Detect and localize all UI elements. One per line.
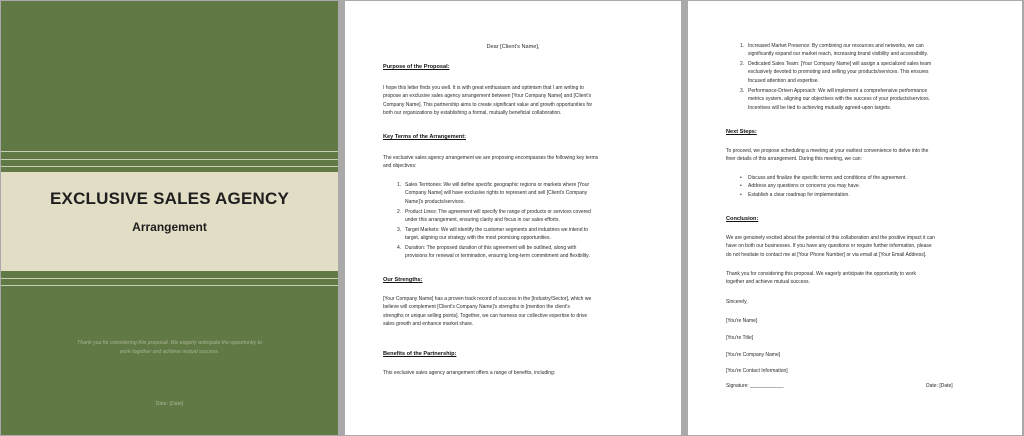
cover-title: EXCLUSIVE SALES AGENCY xyxy=(50,189,289,208)
text-line: I hope this letter finds you well. It is with great enthusiasm and optimism that I am writing to xyxy=(383,85,584,91)
item-number: 2. xyxy=(740,61,745,67)
benefits-intro: This exclusive sales agency arrangement offers a range of benefits, including: xyxy=(383,370,556,376)
item-number: 1. xyxy=(397,182,402,188)
heading-strengths: Our Strengths: xyxy=(383,277,423,283)
text-line: and objectives: xyxy=(383,163,417,170)
text-line: exclusively devoted to promoting and selling your products/services. This ensures xyxy=(748,69,929,76)
text-line: Increased Market Presence: By combining our resources and networks, we can xyxy=(748,43,924,49)
cover-page xyxy=(1,1,338,435)
text-line: We are genuinely excited about the potential of this collaboration and the positive impact it can xyxy=(726,235,935,241)
heading-benefits: Benefits of the Partnership: xyxy=(383,351,457,357)
terms-item xyxy=(397,208,591,225)
strengths-paragraph xyxy=(383,295,591,329)
signer-company: [You're Company Name] xyxy=(726,352,781,358)
letter-page-2 xyxy=(688,1,1022,435)
thanks-paragraph xyxy=(726,270,916,287)
text-line: Name]'s products/services. xyxy=(405,198,465,205)
text-line: believe will complement [Client's Company Name]'s strengths in [mention the client's xyxy=(383,304,570,311)
item-number: 4. xyxy=(397,245,402,251)
text-line: provisions for renewal or termination, ensuring long-term commitment and flexibility. xyxy=(405,253,590,260)
cover-date: Date: [Date] xyxy=(155,401,184,407)
signature-line: Signature: ____________ xyxy=(726,383,784,389)
text-line: strengths or unique selling points]. Together, we can harness our collective expertise to drive xyxy=(383,312,588,319)
divider xyxy=(1,285,338,286)
next-steps-intro xyxy=(726,147,928,164)
benefit-item xyxy=(740,87,931,112)
signature-date: Date: [Date] xyxy=(926,383,953,389)
list-item-text: Establish a clear roadmap for implementation. xyxy=(748,191,850,198)
terms-item xyxy=(397,181,590,206)
text-line: Company Name] will have exclusive rights to represent and sell [Client's Company xyxy=(405,190,588,197)
next-steps-list xyxy=(740,174,907,199)
text-line: Company Name]. This partnership aims to create significant value and growth opportunities for xyxy=(383,101,593,108)
benefit-item xyxy=(740,60,932,85)
cover-thanks-line: work together and achieve mutual success. xyxy=(119,349,220,355)
item-number: 1. xyxy=(740,43,745,49)
cover-thanks xyxy=(41,339,298,357)
text-line: Duration: The proposed duration of this agreement will be outlined, along with xyxy=(405,245,577,251)
text-line: target, aligning our strategy with the most promising opportunities. xyxy=(405,235,551,242)
signer-contact: [You're Contact Information] xyxy=(726,368,788,374)
bullet-icon: • xyxy=(740,183,742,190)
text-line: have on both our businesses. If you have any questions or require further information, please xyxy=(726,243,932,250)
bullet-icon: • xyxy=(740,191,742,198)
text-line: under this arrangement, ensuring clarity and focus in our sales efforts. xyxy=(405,217,560,224)
list-item xyxy=(740,191,907,199)
text-line: sales growth and enhance market share. xyxy=(383,321,474,328)
item-number: 3. xyxy=(397,227,402,233)
heading-next-steps: Next Steps: xyxy=(726,129,757,135)
text-line: propose an exclusive sales agency arrangement between [Your Company Name] and [Client's xyxy=(383,93,592,100)
signer-title: [You're Title] xyxy=(726,335,754,341)
greeting: Dear [Client's Name], xyxy=(486,44,540,50)
divider xyxy=(1,278,338,279)
text-line: Incentives will be tied to achieving mutually agreed-upon targets. xyxy=(748,104,892,111)
text-line: Target Markets: We will identify the customer segments and industries we intend to xyxy=(405,227,589,233)
terms-item xyxy=(397,226,589,243)
list-item-text: Discuss and finalize the specific terms and conditions of the agreement. xyxy=(748,175,907,181)
text-line: Performance-Driven Approach: We will implement a comprehensive performance xyxy=(748,88,928,94)
text-line: together and achieve mutual success. xyxy=(726,279,810,286)
list-item xyxy=(740,174,907,182)
text-line: The exclusive sales agency arrangement we are proposing encompasses the following key terms xyxy=(383,155,599,161)
text-line: [Your Company Name] has a proven track record of success in the [Industry/Sector], which we xyxy=(383,296,592,302)
divider xyxy=(1,159,338,160)
text-line: To proceed, we propose scheduling a meeting at your earliest convenience to delve into the xyxy=(726,148,929,154)
text-line: do not hesitate to contact me at [Your Phone Number] or via email at [Your Email Address]. xyxy=(726,251,927,258)
text-line: focused attention and expertise. xyxy=(748,77,819,84)
text-line: Sales Territories: We will define specific geographic regions or markets where [Your xyxy=(405,182,590,188)
text-line: both our organizations by establishing a formal, mutually beneficial collaboration. xyxy=(383,110,562,117)
text-line: metrics system, aligning our objectives with the success of your products/services. xyxy=(748,96,931,103)
heading-key-terms: Key Terms of the Arrangement: xyxy=(383,134,466,140)
signer-name: [You're Name] xyxy=(726,318,758,324)
item-number: 2. xyxy=(397,209,402,215)
letter-page-1 xyxy=(345,1,681,435)
text-line: significantly expand our market reach, increasing brand visibility and accessibility. xyxy=(748,51,928,58)
text-line: Product Lines: The agreement will specify the range of products or services covered xyxy=(405,209,591,215)
text-line: Dedicated Sales Team: [Your Company Name] will assign a specialized sales team xyxy=(748,61,932,67)
sincerely: Sincerely, xyxy=(726,299,748,305)
list-item xyxy=(740,182,907,190)
cover-thanks-line: Thank you for considering this proposal. We eagerly anticipate the opportunity to xyxy=(77,340,262,346)
divider xyxy=(1,151,338,152)
terms-item xyxy=(397,244,590,261)
conclusion-paragraph xyxy=(726,234,935,259)
list-item-text: Address any questions or concerns you may have. xyxy=(748,183,861,190)
bullet-icon: • xyxy=(740,175,742,181)
terms-intro xyxy=(383,154,598,171)
heading-purpose: Purpose of the Proposal: xyxy=(383,64,450,70)
heading-conclusion: Conclusion: xyxy=(726,216,759,222)
cover-subtitle: Arrangement xyxy=(132,220,207,234)
text-line: Thank you for considering this proposal. We eagerly anticipate the opportunity to work xyxy=(726,271,917,277)
benefit-item xyxy=(740,42,928,59)
purpose-paragraph xyxy=(383,84,592,118)
text-line: finer details of this arrangement. During this meeting, we can: xyxy=(726,156,862,163)
divider xyxy=(1,166,338,167)
item-number: 3. xyxy=(740,88,745,94)
